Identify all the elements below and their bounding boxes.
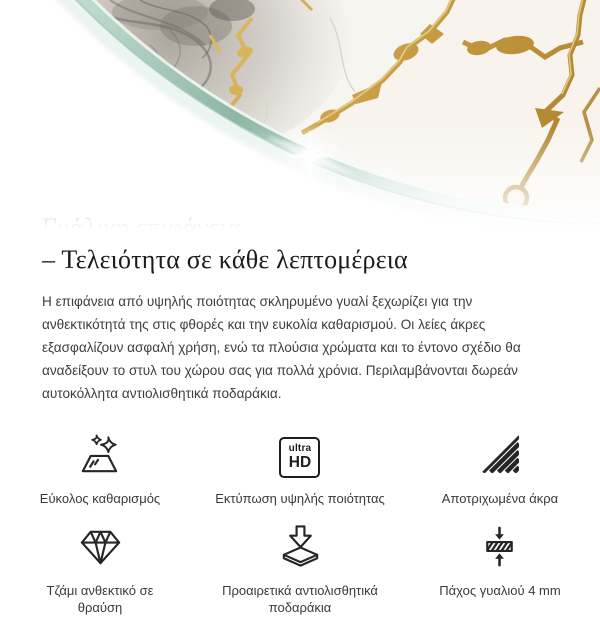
feature-label: Εκτύπωση υψηλής ποιότητας xyxy=(215,491,385,506)
feature-label: Πάχος γυαλιού 4 mm xyxy=(439,582,561,598)
feature-easy-cleaning xyxy=(40,431,160,508)
sparkle-clean-icon xyxy=(76,431,123,478)
anti-slip-pad-icon xyxy=(277,523,324,570)
feature-hd-print xyxy=(215,431,384,508)
hero-image xyxy=(0,0,600,212)
page-title-line2: – Τελειότητα σε κάθε λεπτομέρεια xyxy=(42,245,408,274)
ultra-hd-icon-text-top: ultra xyxy=(288,443,312,454)
glass-marble-illustration xyxy=(0,0,600,245)
ultra-hd-icon xyxy=(279,431,320,478)
feature-label: Προαιρετικά αντιολισθητικά ποδαράκια xyxy=(222,582,378,615)
feature-glass-thickness xyxy=(439,523,560,617)
glass-thickness-icon xyxy=(476,523,523,570)
feature-anti-slip xyxy=(200,523,400,617)
feature-shatterproof xyxy=(25,523,175,617)
feature-grid xyxy=(0,431,600,617)
shatterproof-diamond-icon xyxy=(77,523,124,570)
feature-label: Τζάμι ανθεκτικό σε θραύση xyxy=(46,582,154,615)
polished-edges-icon xyxy=(476,431,523,478)
feature-label: Αποτριχωμένα άκρα xyxy=(441,491,559,506)
ultra-hd-icon-text-bottom: HD xyxy=(288,454,312,471)
feature-polished-edges xyxy=(442,431,558,508)
feature-label: Εύκολος καθαρισμός xyxy=(39,491,161,506)
product-description-text: Η επιφάνεια από υψηλής ποιότητας σκληρυμένο γυαλί ξεχωρίζει για την ανθεκτικότητά της στις φθορές και την ευκολία καθαρισμού. Οι λείες άκρες εξασφαλίζουν ασφαλή χρήση, ενώ τα πλούσια χρώματα και το έντονο σχέδιο θα αναδείξουν το στυλ του χώρου σας για πολλά χρόνια. Περιλαμβάνονται δωρεάν αυτοκόλλητα αντιολισθητικά ποδαράκια. xyxy=(42,294,521,401)
